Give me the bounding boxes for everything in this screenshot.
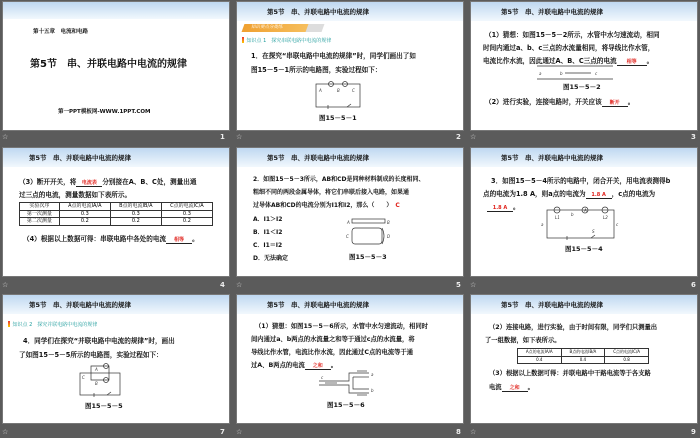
option-c: C．I1＝I2 [253,242,283,249]
slide-number: 2 [456,133,461,141]
label-a: A [347,220,350,225]
answer-mark: C [395,202,400,209]
knowledge-point: 知识点 2 探究并联电路中电流的规律 [8,321,97,328]
data-table [19,202,213,226]
point-label-a: a [371,372,374,377]
point-label-c: c [616,222,619,227]
slide-transition-icon: ☆ [470,133,477,141]
answer-blank: 相等 [617,58,647,66]
answer-blank: 之和 [502,384,528,392]
table-cell: 第一次测量 [20,210,60,218]
table-cell: 0.2 [110,218,161,226]
line-text: 点的电流为1.8 A，则a点的电流为 [483,190,586,198]
section-title: 第5节 串、并联电路中电流的规律 [501,154,604,162]
lamp-l2-label: L2 [603,215,608,220]
section-title: 第5节 串、并联电路中电流的规律 [29,154,132,162]
answer-blank: 断开 [602,99,628,107]
line-text: 过A、B两点的电流 [251,362,305,369]
table-row [20,218,213,226]
question-line: 4．同学们在探究“并联电路中电流的规律”时，画出 [23,337,175,345]
answer-blank: 1.8 A [487,205,513,212]
point-label-b: B [337,88,340,93]
slide-transition-icon: ☆ [470,428,477,436]
question-line [19,176,196,187]
question-line: 电流比作水流，因此通过A、B、C三点的电流 相等 。 [483,57,654,65]
label-c: C [346,234,349,239]
question-line: （3）根据以上数据可得：并联电路中干路电流等于各支路 [489,370,651,377]
table-cell: 0.4 [518,356,562,364]
slide-transition-icon: ☆ [2,428,9,436]
table-header: C点的电流IC/A [605,349,649,357]
slide-header [471,148,697,167]
switch-label: S [592,229,595,234]
question-line: 过A、B两点的电流 之和 。 [251,362,338,369]
option-a: A．I1＞I2 [253,216,283,223]
slide-thumbnail-8[interactable] [237,295,463,423]
table-cell: 0.3 [161,210,212,218]
point-label-c: c [595,71,598,76]
question-line: （2）连接电路，进行实验，由于时间有限，同学们只测量出 [489,324,658,331]
question-line: 3．如图15－5－4所示的电路中，闭合开关，用电流表测得b [491,177,671,185]
point-label-b: b [560,71,563,76]
figure-caption: 图15－5－6 [327,401,365,409]
slide-title: 第5节 串、并联电路中电流的规律 [30,59,187,70]
point-label-b: b [371,388,374,393]
question-line: 2．如图15－5－3所示，AB和CD是同种材料制成的长度相同、 [253,176,425,183]
slide-number: 4 [220,281,225,289]
question-line: 过三点的电流，测量数据如下表所示。 [19,191,132,199]
slide-header [471,295,697,314]
table-cell: 0.3 [59,210,110,218]
table-cell: 第二次测量 [20,218,60,226]
section-title: 第5节 串、并联电路中电流的规律 [501,301,604,309]
section-title: 第5节 串、并联电路中电流的规律 [501,8,604,16]
table-cell: 0.3 [110,210,161,218]
label-b: B [387,220,390,225]
point-label-b: B [95,381,98,386]
table-header: B点的电流IB/A [110,203,161,211]
table-header: 实验次序 [20,203,60,211]
table-cell: 0.2 [59,218,110,226]
slide-number: 8 [456,428,461,436]
slide-header [3,295,229,314]
line-text: （2）进行实验，连接电路时，开关应该 [485,98,602,106]
slide-thumbnail-2[interactable] [237,2,463,130]
slide-number: 9 [691,428,696,436]
slide-transition-icon: ☆ [470,281,477,289]
site-label: 第一PPT模板网-WWW.1PPT.COM [58,109,151,115]
knowledge-point: 知识点 1 探究串联电路中电流的规律 [242,37,331,44]
figure-caption: 图15－5－4 [565,245,603,253]
answer-blank: 1.8 A [586,192,612,199]
point-label-a: A [319,88,322,93]
data-table [517,348,649,364]
slide-number: 6 [691,281,696,289]
slide-transition-icon: ☆ [236,281,243,289]
lamp-l1-label: L1 [555,215,560,220]
slide-number: 3 [691,133,696,141]
slide-header [237,148,463,167]
table-cell: 0.8 [605,356,649,364]
table-cell: 0.2 [161,218,212,226]
slide-thumbnail-5[interactable] [237,148,463,276]
banner-text: 知识要点分类练 [251,25,283,30]
slide-thumbnail-3[interactable] [471,2,697,130]
question-line: 导线比作水管，电流比作水流，因此通过C点的电流等于通 [251,349,414,356]
line-text: 过导体AB和CD的电流分别为I1和I2，那么（ ） [253,202,393,209]
table-cell: 0.4 [561,356,605,364]
section-title: 第5节 串、并联电路中电流的规律 [29,301,132,309]
section-title: 第5节 串、并联电路中电流的规律 [267,154,370,162]
slide-header [3,148,229,167]
line-text: 电流 [489,384,502,391]
question-line: 图15－5－1所示的电路图，实验过程如下： [251,66,382,74]
line-text: （4）根据以上数据可得：串联电路中各处的电流 [23,235,167,243]
slide-header [237,295,463,314]
table-header: A点的电流IA/A [59,203,110,211]
slide-thumbnail-1[interactable] [3,2,229,130]
slide-thumbnail-9[interactable] [471,295,697,423]
point-label-c: C [352,88,355,93]
question-line: 1．在探究“串联电路中电流的规律”时，同学们画出了如 [251,52,416,60]
slide-number: 5 [456,281,461,289]
line-text: （3）断开开关，将 [19,178,77,186]
point-label-b: b [571,212,574,217]
table-header: B点的电流IB/A [561,349,605,357]
slide-transition-icon: ☆ [2,133,9,141]
question-line: 1.8 A 。 [487,201,520,212]
slide-header [471,2,697,21]
slide-thumbnail-6[interactable] [471,148,697,276]
line-text: 电流比作水流，因此通过A、B、C三点的电流 [483,57,617,65]
figure-caption: 图15－5－1 [319,114,357,122]
section-title: 第5节 串、并联电路中电流的规律 [267,301,370,309]
line-text: 分别接在A、B、C处，测量出通 [102,178,197,186]
table-row [518,356,649,364]
figure-caption: 图15－5－3 [349,253,387,261]
question-line: （2）进行实验，连接电路时，开关应该 断开 。 [485,98,635,106]
slide-number: 1 [220,133,225,141]
slide-thumbnail-7[interactable] [3,295,229,423]
answer-blank: 之和 [305,362,331,370]
slide-number: 7 [220,428,225,436]
option-b: B．I1＜I2 [253,229,283,236]
slide-transition-icon: ☆ [236,428,243,436]
question-line [483,188,655,199]
question-line: 粗细不同的两段金属导体，将它们串联后接入电路，如果通 [253,189,410,196]
option-d: D．无法确定 [253,255,288,262]
figure-caption: 图15－5－2 [563,83,601,91]
table-header: A点的电流IA/A [518,349,562,357]
question-line: 电流 之和 。 [489,384,534,391]
table-header: C点的电流IC/A [161,203,212,211]
slide-header [237,2,463,21]
ammeter-label: A [584,208,587,213]
answer-blank: 电流表 [76,179,102,187]
question-line: 间内通过a、b两点的水流量之和等于通过c点的水流量，将 [251,336,415,343]
point-label-a: a [539,71,542,76]
point-label-a: A [95,367,98,372]
slide-thumbnail-4[interactable] [3,148,229,276]
slide-transition-icon: ☆ [2,281,9,289]
section-banner [242,24,313,32]
section-title: 第5节 串、并联电路中电流的规律 [267,8,370,16]
question-line: 了一组数据，如下表所示。 [485,337,561,344]
banner-decoration [306,24,325,32]
point-label-c: c [321,375,324,380]
question-line: 时间内通过a、b、c三点的水流量相同，将导线比作水管， [483,44,655,52]
question-line: （4）根据以上数据可得：串联电路中各处的电流 相等 。 [23,235,199,243]
slide-transition-icon: ☆ [236,133,243,141]
question-line: （1）猜想：如图15－5－2所示，水管中水匀速流动，相同 [485,31,660,39]
point-label-a: a [541,222,544,227]
chapter-label: 第十五章 电流和电路 [33,29,89,35]
label-d: D [387,234,391,239]
question-line: 了如图15－5－5所示的电路图，实验过程如下： [19,351,163,359]
point-label-c: C [82,375,85,380]
question-line [253,200,400,209]
line-text: ，c点的电流为 [611,190,656,198]
slide-header-band [3,2,229,19]
answer-blank: 相等 [166,236,192,244]
question-line: （1）猜想：如图15－5－6所示，水管中水匀速流动，相同时 [255,323,429,330]
table-row [20,210,213,218]
figure-caption: 图15－5－5 [85,402,123,410]
